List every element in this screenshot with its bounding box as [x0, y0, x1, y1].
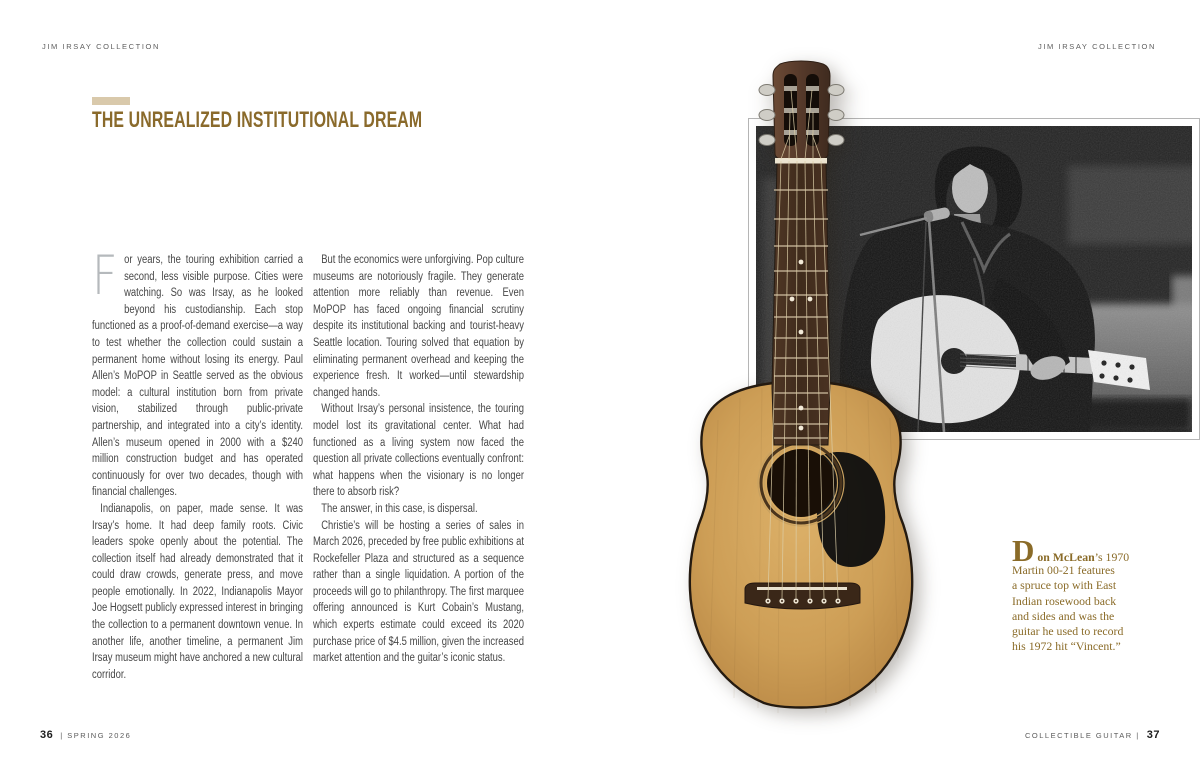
drop-cap: F — [92, 244, 118, 307]
paragraph: Indianapolis, on paper, made sense. It was Irsay’s home. It had deep family roots. Civic leaders spoke openly about the potential. The collection itself had already demonstrated that it could draw crowds, generate press, and move people emotionally. In 2022, Indianapolis Mayor Joe Hogsett publicly expressed interest in bringing the collection to a permanent downtown venue. In another life, another timeline, a permanent Jim Irsay museum might have anchored a new cultural corridor. — [92, 502, 303, 681]
caption-drop-cap: D — [1012, 533, 1035, 568]
paragraph: For years, the touring exhibition carried a second, less visible purpose. Cities were watching. So was Irsay, as he looked beyond his custodianship. Each stop functioned as a proof-of-demand exercise—a way to test whether the collection could sustain a permanent home without losing its energy. Paul Allen’s MoPOP in Seattle served as the obvious model: a cultural institution born from private vision, stabilized through public-private partnership, and integrated into a city’s identity. Allen’s museum opened in 2000 with a $240 million construction budget and has operated continuously for over two decades, though with financial challenges. — [92, 244, 303, 499]
section-label: | SPRING 2026 — [60, 731, 132, 740]
paragraph: Christie’s will be hosting a series of sales in March 2026, preceded by free public exhibitions at Rockefeller Plaza and structured as a sequence rather than a single liquidation. A portion of the proceeds will go to philanthropy. The first marquee offering announced is Kurt Cobain’s Mustang, which experts estimate could exceed its 2020 purchase price of $4.5 million, given the increased market attention and the guitar’s iconic status. — [313, 519, 524, 665]
running-head-left: JIM IRSAY COLLECTION — [42, 42, 160, 51]
bridge — [745, 583, 860, 609]
folio-left — [40, 729, 131, 741]
caption-first-line: Don McLean’s 1970 — [1012, 533, 1130, 568]
page-number: 36 — [40, 729, 54, 741]
article-column-1 — [92, 244, 303, 683]
running-head-right: JIM IRSAY COLLECTION — [1038, 42, 1156, 51]
soundhole — [767, 449, 835, 517]
guitar-headstock — [773, 61, 830, 159]
page-number: 37 — [1146, 729, 1160, 741]
paragraph: The answer, in this case, is dispersal. — [321, 502, 478, 515]
photo-caption: Don McLean’s 1970 Martin 00-21 features a spruce top with East Indian rosewood back and sides and was the guitar he used to record his 1972 hit “Vincent.” — [1012, 540, 1182, 655]
guitar-photo — [660, 58, 952, 720]
section-label: COLLECTIBLE GUITAR | — [1025, 731, 1140, 740]
saddle — [757, 587, 847, 590]
article-title: THE UNREALIZED INSTITUTIONAL DREAM — [92, 107, 423, 132]
paragraph: But the economics were unforgiving. Pop culture museums are notoriously fragile. They generate attention more reliably than revenue. Even MoPOP has faced ongoing financial scrutiny despite its institutional backing and tourist-heavy Seattle location. Touring solved that equation by eliminating permanent overhead and keeping the experience fresh. It worked—until stewardship changed hands. — [313, 254, 524, 399]
fretboard — [772, 163, 830, 445]
paragraph: Without Irsay’s personal insistence, the touring model lost its gravitational center. What had functioned as a living system now faced the question all private collections eventually confront: what happens when the visionary is no longer there to absorb risk? — [313, 403, 524, 499]
nut — [775, 158, 827, 164]
article-column-2 — [313, 252, 524, 667]
folio-right — [1025, 729, 1160, 741]
kicker-bar — [92, 97, 130, 105]
